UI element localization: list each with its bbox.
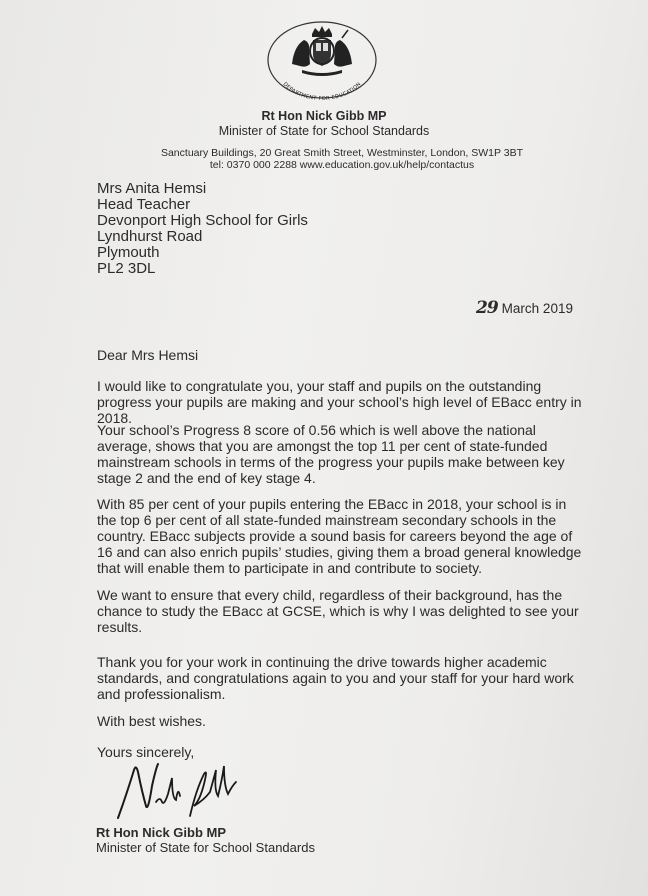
recipient-title: Head Teacher <box>97 196 191 213</box>
paragraph-1: I would like to congratulate you, your staff and pupils on the outstanding progress your pupils are making and your school’s high level of EBacc entry in 2018. <box>97 378 582 426</box>
salutation: Dear Mrs Hemsi <box>97 347 199 363</box>
paragraph-5: Thank you for your work in continuing the drive towards higher academic standards, and congratulations again to you and your staff for your hard work and professionalism. <box>97 654 574 702</box>
recipient-name: Mrs Anita Hemsi <box>97 180 207 197</box>
paragraph-2: Your school’s Progress 8 score of 0.56 which is well above the national average, shows that you are amongst the top 11 per cent of state-funded mainstream schools in terms of the progress your pupils make between key stage 2 and the end of key stage 4. <box>97 422 565 486</box>
letterhead-address: Sanctuary Buildings, 20 Great Smith Street, Westminster, London, SW1P 3BT <box>160 147 524 159</box>
closing-wishes: With best wishes. <box>97 713 206 729</box>
recipient-school: Devonport High School for Girls <box>97 212 308 229</box>
date-month-year: March 2019 <box>501 301 573 316</box>
signatory-role: Minister of State for School Standards <box>96 840 315 855</box>
paragraph-3: With 85 per cent of your pupils entering the EBacc in 2018, your school is in the top 6 per cent of all state-funded mainstream secondary schools in the country. EBacc subjects provide a sound basis for careers beyond the age of 16 and can also enrich pupils’ studies, giving them a broad general knowledge that will enable them to participate in and contribute to society. <box>97 496 582 576</box>
letterhead-contact: tel: 0370 000 2288 www.education.gov.uk/help/contactus <box>209 159 475 171</box>
paragraph-4: We want to ensure that every child, regardless of their background, has the chance to study the EBacc at GCSE, which is why I was delighted to see your results. <box>97 587 579 635</box>
seal-text: DEPARTMENT FOR EDUCATION <box>281 81 363 100</box>
letterhead-sender-role: Minister of State for School Standards <box>218 124 430 138</box>
svg-text:DEPARTMENT FOR EDUCATION <box>282 81 363 100</box>
recipient-city: Plymouth <box>97 244 160 261</box>
handwritten-signature <box>112 756 242 826</box>
recipient-postcode: PL2 3DL <box>97 260 156 277</box>
recipient-street: Lyndhurst Road <box>97 228 203 245</box>
recipient-address-block <box>97 181 308 277</box>
signatory-name: Rt Hon Nick Gibb MP <box>96 825 226 840</box>
date-day-handwritten: 29 <box>476 298 498 318</box>
closing-line: Yours sincerely, <box>97 744 195 760</box>
letterhead-sender-name: Rt Hon Nick Gibb MP <box>261 109 387 123</box>
department-for-education-crest-logo <box>266 20 378 100</box>
letter-date <box>476 298 573 318</box>
